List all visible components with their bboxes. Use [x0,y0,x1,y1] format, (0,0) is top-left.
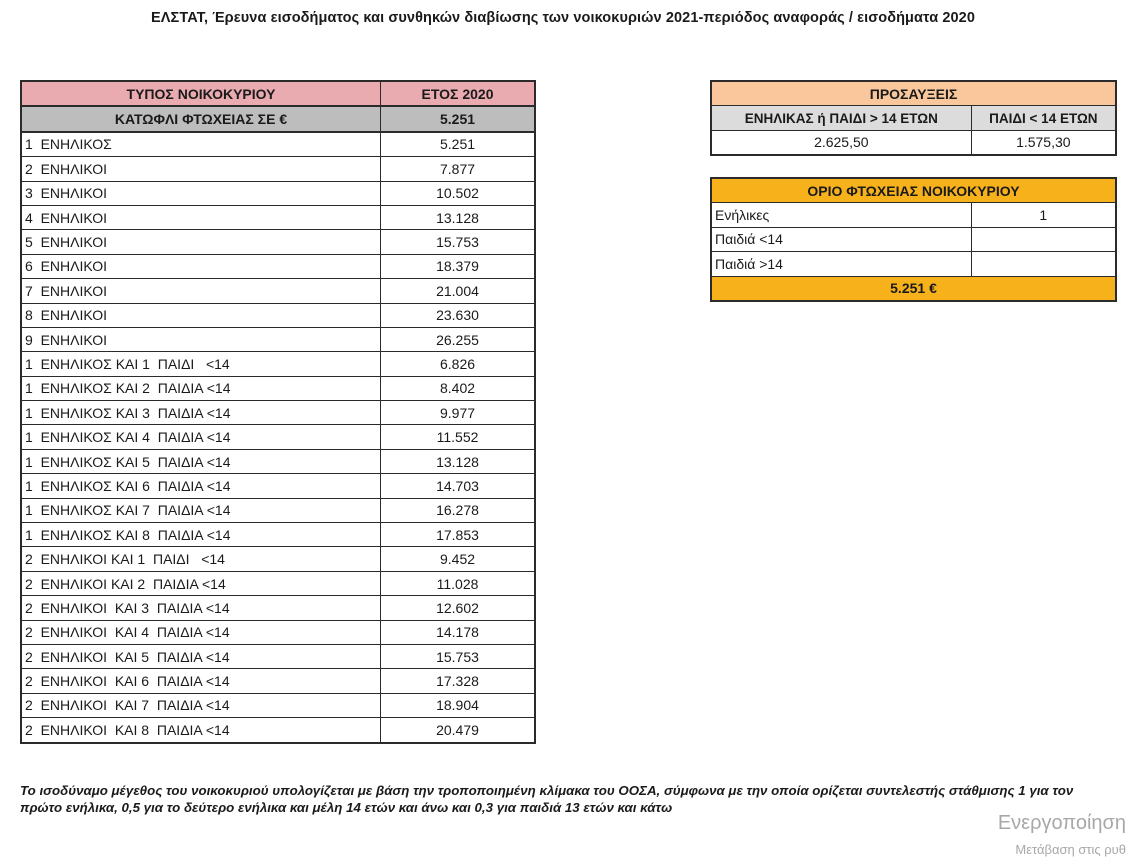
adults-input-cell[interactable]: 1 [971,203,1116,227]
household-type-cell: 3 ΕΝΗΛΙΚΟΙ [21,181,381,205]
table-header-row [21,81,535,106]
table-row [21,157,535,181]
table-row [21,596,535,620]
household-type-cell: 2 ΕΝΗΛΙΚΟΙ ΚΑΙ 8 ΠΑΙΔΙΑ <14 [21,718,381,743]
threshold-amount-cell: 13.128 [381,205,535,229]
household-type-cell: 2 ΕΝΗΛΙΚΟΙ ΚΑΙ 6 ΠΑΙΔΙΑ <14 [21,669,381,693]
threshold-value: 5.251 [381,106,535,131]
household-type-cell: 1 ΕΝΗΛΙΚΟΣ ΚΑΙ 6 ΠΑΙΔΙΑ <14 [21,474,381,498]
household-type-cell: 2 ΕΝΗΛΙΚΟΙ ΚΑΙ 5 ΠΑΙΔΙΑ <14 [21,644,381,668]
children-over14-label: Παιδιά >14 [711,252,971,276]
table-row [21,327,535,351]
threshold-amount-cell: 15.753 [381,644,535,668]
threshold-amount-cell: 16.278 [381,498,535,522]
surcharges-value-row [711,130,1116,155]
threshold-amount-cell: 11.552 [381,425,535,449]
poverty-threshold-table [20,80,536,744]
threshold-amount-cell: 14.178 [381,620,535,644]
household-type-header: ΤΥΠΟΣ ΝΟΙΚΟΚΥΡΙΟΥ [21,81,381,106]
table-row [21,571,535,595]
household-type-cell: 1 ΕΝΗΛΙΚΟΣ ΚΑΙ 3 ΠΑΙΔΙΑ <14 [21,401,381,425]
threshold-label: ΚΑΤΩΦΛΙ ΦΤΩΧΕΙΑΣ ΣΕ € [21,106,381,131]
table-row [21,303,535,327]
limit-row-adults [711,203,1116,227]
table-row [21,205,535,229]
household-type-cell: 1 ΕΝΗΛΙΚΟΣ ΚΑΙ 4 ΠΑΙΔΙΑ <14 [21,425,381,449]
threshold-amount-cell: 15.753 [381,230,535,254]
threshold-amount-cell: 7.877 [381,157,535,181]
methodology-footnote: Το ισοδύναμο μέγεθος του νοικοκυριού υπολογίζεται με βάση την τροποποιημένη κλίμακα του ΟΟΣΑ, σύμφωνα με την οποία ορίζεται συντελεστής στάθμισης 1 για τον πρώτο ενήλικα, 0,5 για το δεύτερο ενήλικα και μέλη 14 ετών και άνω και 0,3 για παιδιά 13 ετών και κάτω [20,783,1074,815]
limit-total-value: 5.251 € [711,276,1116,301]
year-header: ΕΤΟΣ 2020 [381,81,535,106]
table-row [21,181,535,205]
threshold-amount-cell: 17.328 [381,669,535,693]
household-type-cell: 2 ΕΝΗΛΙΚΟΙ ΚΑΙ 7 ΠΑΙΔΙΑ <14 [21,693,381,717]
children-under14-label: Παιδιά <14 [711,227,971,251]
household-type-cell: 2 ΕΝΗΛΙΚΟΙ ΚΑΙ 2 ΠΑΙΔΙΑ <14 [21,571,381,595]
household-poverty-limit-table [710,177,1117,302]
threshold-amount-cell: 12.602 [381,596,535,620]
table-row [21,279,535,303]
children-under14-input-cell[interactable] [971,227,1116,251]
adult-or-child-over14-header: ΕΝΗΛΙΚΑΣ ή ΠΑΙΔΙ > 14 ΕΤΩΝ [711,106,971,130]
household-type-cell: 1 ΕΝΗΛΙΚΟΣ ΚΑΙ 5 ΠΑΙΔΙΑ <14 [21,449,381,473]
household-type-cell: 2 ΕΝΗΛΙΚΟΙ ΚΑΙ 4 ΠΑΙΔΙΑ <14 [21,620,381,644]
table-row [21,376,535,400]
household-type-cell: 1 ΕΝΗΛΙΚΟΣ ΚΑΙ 2 ΠΑΙΔΙΑ <14 [21,376,381,400]
table-row [21,474,535,498]
threshold-amount-cell: 17.853 [381,523,535,547]
threshold-amount-cell: 23.630 [381,303,535,327]
children-over14-input-cell[interactable] [971,252,1116,276]
table-row [21,644,535,668]
table-row [21,352,535,376]
activation-watermark: Ενεργοποίηση [997,812,1126,834]
limit-row-children-over14 [711,252,1116,276]
threshold-amount-cell: 10.502 [381,181,535,205]
table-row [21,230,535,254]
household-type-cell: 7 ΕΝΗΛΙΚΟΙ [21,279,381,303]
threshold-amount-cell: 26.255 [381,327,535,351]
threshold-amount-cell: 5.251 [381,132,535,157]
table-row [21,498,535,522]
household-type-cell: 4 ΕΝΗΛΙΚΟΙ [21,205,381,229]
limit-title-row [711,178,1116,203]
threshold-amount-cell: 8.402 [381,376,535,400]
household-type-cell: 1 ΕΝΗΛΙΚΟΣ ΚΑΙ 1 ΠΑΙΔΙ <14 [21,352,381,376]
child-under14-header: ΠΑΙΔΙ < 14 ΕΤΩΝ [971,106,1116,130]
limit-row-children-under14 [711,227,1116,251]
threshold-amount-cell: 14.703 [381,474,535,498]
household-type-cell: 1 ΕΝΗΛΙΚΟΣ ΚΑΙ 8 ΠΑΙΔΙΑ <14 [21,523,381,547]
household-type-cell: 5 ΕΝΗΛΙΚΟΙ [21,230,381,254]
surcharges-table [710,80,1117,156]
table-row [21,132,535,157]
threshold-amount-cell: 18.904 [381,693,535,717]
household-type-cell: 1 ΕΝΗΛΙΚΟΣ ΚΑΙ 7 ΠΑΙΔΙΑ <14 [21,498,381,522]
table-row [21,254,535,278]
table-row [21,523,535,547]
adults-label: Ενήλικες [711,203,971,227]
table-row [21,547,535,571]
table-row [21,693,535,717]
threshold-amount-cell: 9.452 [381,547,535,571]
table-row [21,449,535,473]
threshold-amount-cell: 21.004 [381,279,535,303]
threshold-amount-cell: 13.128 [381,449,535,473]
table-row [21,401,535,425]
threshold-amount-cell: 18.379 [381,254,535,278]
table-row [21,669,535,693]
threshold-amount-cell: 11.028 [381,571,535,595]
surcharges-title: ΠΡΟΣΑΥΞΕΙΣ [711,81,1116,106]
threshold-row [21,106,535,131]
surcharges-header-row [711,106,1116,130]
table-row [21,425,535,449]
table-row [21,620,535,644]
page-title: ΕΛΣΤΑΤ, Έρευνα εισοδήματος και συνθηκών διαβίωσης των νοικοκυριών 2021-περιόδος αναφοράς / εισοδήματα 2020 [151,10,975,26]
household-type-cell: 9 ΕΝΗΛΙΚΟΙ [21,327,381,351]
threshold-amount-cell: 20.479 [381,718,535,743]
limit-title: ΟΡΙΟ ΦΤΩΧΕΙΑΣ ΝΟΙΚΟΚΥΡΙΟΥ [711,178,1116,203]
household-type-cell: 2 ΕΝΗΛΙΚΟΙ ΚΑΙ 1 ΠΑΙΔΙ <14 [21,547,381,571]
household-type-cell: 2 ΕΝΗΛΙΚΟΙ [21,157,381,181]
adult-or-child-over14-value: 2.625,50 [711,130,971,155]
threshold-amount-cell: 6.826 [381,352,535,376]
household-type-cell: 8 ΕΝΗΛΙΚΟΙ [21,303,381,327]
limit-total-row [711,276,1116,301]
table-row [21,718,535,743]
activation-watermark-subtext: Μετάβαση στις ρυθ [1015,842,1126,857]
threshold-amount-cell: 9.977 [381,401,535,425]
household-type-cell: 6 ΕΝΗΛΙΚΟΙ [21,254,381,278]
surcharges-title-row [711,81,1116,106]
household-type-cell: 1 ΕΝΗΛΙΚΟΣ [21,132,381,157]
child-under14-value: 1.575,30 [971,130,1116,155]
household-type-cell: 2 ΕΝΗΛΙΚΟΙ ΚΑΙ 3 ΠΑΙΔΙΑ <14 [21,596,381,620]
